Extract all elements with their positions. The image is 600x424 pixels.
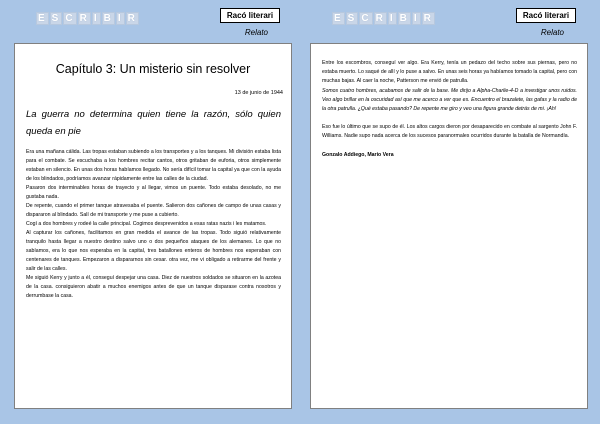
paragraph-italic: Somos cuatro hombres, acabamos de salir de la base. Me dirijo a Alpha-Charlie-4-D a investigar unos ruidos. Veo algo brillar en la oscuridad así que me acerco a ver que es. Encuentro el brazalete, las gafas y la radio de la otra patrulla. ¿Qué estaba pasando? De repente me giro y veo una figura grande detrás de mi. ¡Ah! (322, 87, 577, 113)
article-lead: La guerra no determina quien tiene la razón, sólo quien queda en pie (26, 109, 281, 137)
magazine-logo: E S C R I B I R (38, 13, 137, 24)
article-date: 13 de junio de 1944 (234, 90, 283, 96)
author-credit: Gonzalo Addiego, Mario Vera (322, 151, 394, 158)
article-body (26, 148, 281, 301)
paragraph: Al capturar los cañones, facilitamos en gran medida el avance de las tropas. Todo siguió relativamente tranquilo hasta llegar a nuestro destino salvo uno o dos pequeños ataques de los alemanes. Lo que no sabíamos, era lo que nos esperaba en la capital, tres batallones enteros de hombres nos esperaban con centenares de tanques. Empezaron a dispararnos sin cesar. otra vez, me vi obligado a retirarme del frente y salir de las calles. (26, 230, 281, 272)
article-title: Capítulo 3: Un misterio sin resolver (55, 62, 251, 76)
paragraph: De repente, cuando el primer tanque atravesaba el puente. Salieron dos cañones de campo de unas casas y dispararon al blindado. Salí de mi transporte y me puse a cubierto. (26, 203, 281, 218)
magazine-logo: E S C R I B I R (334, 13, 433, 24)
subsection-label: Relato (540, 28, 564, 37)
section-label: Racó literari (516, 8, 576, 23)
article-sheet (14, 43, 292, 409)
subsection-label: Relato (244, 28, 268, 37)
right-page (304, 0, 594, 424)
left-page (8, 0, 298, 424)
article-sheet (310, 43, 588, 409)
paragraph: Era una mañana cálida. Las tropas estaban subiendo a los transportes y a los tanques. Mi división estaba lista para el combate. Se escuchaba a los hombres recitar cantos, otros gritaban de euforia, otros simplemente estaban en silencio. En unas dos horas habíamos llegado. No sería difícil tomar la capital ya que con la ayuda de los blindados, podríamos avanzar rápidamente entre las calles de la ciudad. (26, 149, 281, 182)
paragraph: Cogí a dos hombres y rodeé la calle principal. Cogimos desprevenidos a esas ratas nazis i les matamos. (26, 221, 267, 227)
article-body (322, 59, 577, 160)
paragraph: Me siguió Kerry y junto a él, conseguí despejar una casa. Diez de nuestros soldados se situaron en la azotea de la casa. consiguieron abatir a muchos enemigos antes de que un tanque disparase contra nosotros y derrumbase la casa. (26, 275, 281, 299)
paragraph: Pasaron dos interminables horas de trayecto y al llegar, vimos un puente. Todo estaba desolado, no me gustaba nada. (26, 185, 281, 200)
section-label: Racó literari (220, 8, 280, 23)
paragraph: Eso fue lo último que se supo de él. Los altos cargos dieron por desaparecido en combate al sargento John F. Williams. Nadie supo nada acerca de los sucesos paranormales ocurridos durante la batalla de Normandía. (322, 124, 577, 140)
paragraph: Entre los escombros, conseguí ver algo. Era Kerry, tenía un pedazo del techo sobre sus piernas, pero no estaba muerto. Lo saqué de allí y lo puse a salvo. En unas seis horas ya habíamos tomado la capital, pero con muchas bajas. Al caer la noche, Patterson me envió de patrulla. (322, 60, 577, 85)
